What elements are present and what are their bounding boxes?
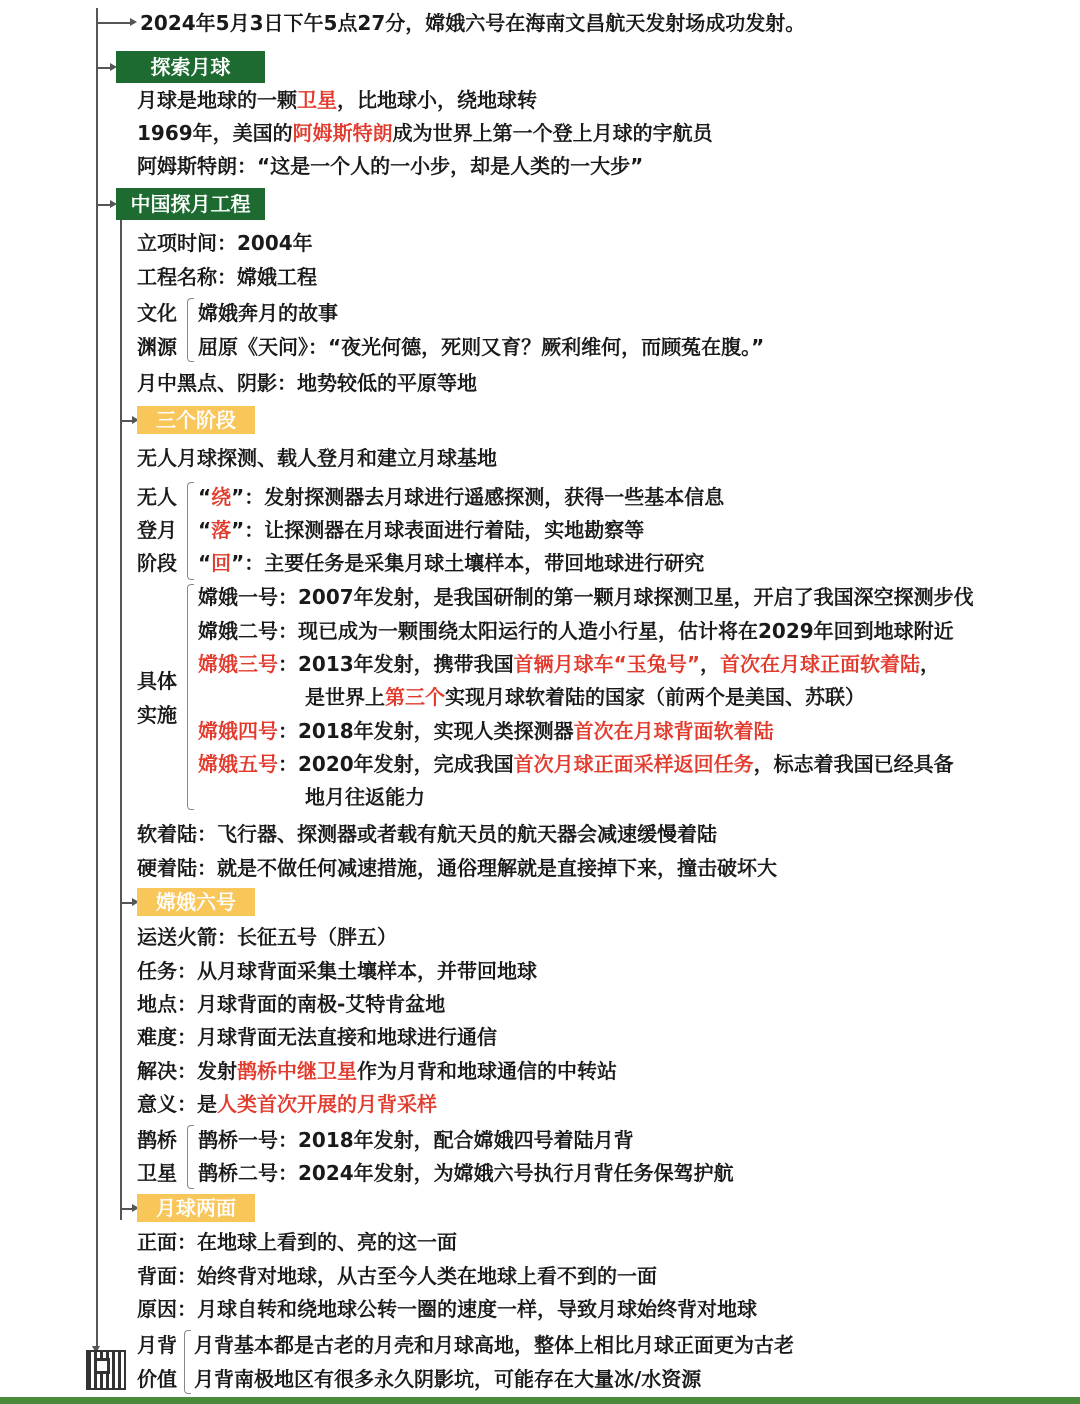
culture-label-1: 文化 (137, 301, 177, 325)
value-1: 月背基本都是古老的月壳和月球高地，整体上相比月球正面更为古老 (194, 1333, 794, 1357)
china-name: 工程名称：嫦娥工程 (137, 265, 317, 289)
dark-spots: 月中黑点、阴影：地势较低的平原等地 (137, 371, 477, 395)
queqiao-brace (187, 1125, 194, 1189)
qr-code-icon (86, 1350, 126, 1390)
stages-connector (120, 420, 132, 422)
china-tree-line (120, 220, 122, 1220)
value-brace (184, 1330, 191, 1394)
top-arrow-icon (130, 18, 137, 26)
launch-info: 2024年5月3日下午5点27分，嫦娥六号在海南文昌航天发射场成功发射。 (140, 11, 806, 35)
explore-line-1: 月球是地球的一颗卫星，比地球小，绕地球转 (137, 88, 537, 112)
impl-label-2: 实施 (137, 703, 177, 727)
sides-connector (120, 1208, 132, 1210)
china-start: 立项时间：2004年 (137, 231, 313, 255)
ce6-connector (120, 902, 132, 904)
ce6-meaning: 意义：是人类首次开展的月背采样 (137, 1092, 437, 1116)
impl-label-1: 具体 (137, 669, 177, 693)
queqiao-label-1: 鹊桥 (137, 1128, 177, 1152)
queqiao-2: 鹊桥二号：2024年发射，为嫦娥六号执行月背任务保驾护航 (198, 1161, 734, 1185)
impl-brace (187, 584, 194, 810)
stages-tag: 三个阶段 (137, 406, 255, 434)
stages-label-1: 无人 (137, 485, 177, 509)
stages-brace (187, 482, 194, 580)
sides-front: 正面：在地球上看到的、亮的这一面 (137, 1230, 457, 1254)
stage-orbit: “绕”：发射探测器去月球进行遥感探测，获得一些基本信息 (198, 485, 725, 509)
ce6-tag: 嫦娥六号 (137, 888, 255, 916)
qr-finder-icon (94, 1358, 110, 1374)
main-tree-line (96, 8, 98, 1353)
value-2: 月背南极地区有很多永久阴影坑，可能存在大量冰/水资源 (194, 1367, 702, 1391)
culture-label-2: 渊源 (137, 335, 177, 359)
top-connector (96, 22, 130, 24)
change-5: 嫦娥五号：2020年发射，完成我国首次月球正面采样返回任务，标志着我国已经具备 (198, 752, 954, 776)
bottom-strip (0, 1397, 1080, 1404)
soft-landing: 软着陆：飞行器、探测器或者载有航天员的航天器会减速缓慢着陆 (137, 822, 717, 846)
explore-line-2: 1969年，美国的阿姆斯特朗成为世界上第一个登上月球的宇航员 (137, 121, 713, 145)
change-1: 嫦娥一号：2007年发射，是我国研制的第一颗月球探测卫星，开启了我国深空探测步伐 (198, 585, 974, 609)
stages-label-3: 阶段 (137, 551, 177, 575)
ce6-rocket: 运送火箭：长征五号（胖五） (137, 925, 397, 949)
value-label-1: 月背 (137, 1333, 177, 1357)
sides-back: 背面：始终背对地球，从古至今人类在地球上看不到的一面 (137, 1264, 657, 1288)
stage-land: “落”：让探测器在月球表面进行着陆，实地勘察等 (198, 518, 645, 542)
culture-1: 嫦娥奔月的故事 (198, 301, 338, 325)
ce6-solution: 解决：发射鹊桥中继卫星作为月背和地球通信的中转站 (137, 1059, 617, 1083)
china-connector (96, 204, 110, 206)
value-label-2: 价值 (137, 1367, 177, 1391)
change-3: 嫦娥三号：2013年发射，携带我国首辆月球车“玉兔号”，首次在月球正面软着陆， (198, 652, 940, 676)
culture-2: 屈原《天问》：“夜光何德，死则又育？厥利维何，而顾菟在腹。” (198, 335, 765, 359)
stages-label-2: 登月 (137, 518, 177, 542)
change-4: 嫦娥四号：2018年发射，实现人类探测器首次在月球背面软着陆 (198, 719, 774, 743)
ce6-difficulty: 难度：月球背面无法直接和地球进行通信 (137, 1025, 497, 1049)
sides-reason: 原因：月球自转和绕地球公转一圈的速度一样，导致月球始终背对地球 (137, 1297, 757, 1321)
china-tag: 中国探月工程 (116, 188, 265, 220)
change-5-cont: 地月往返能力 (305, 785, 425, 809)
ce6-place: 地点：月球背面的南极-艾特肯盆地 (137, 992, 446, 1016)
change-3-cont: 是世界上第三个实现月球软着陆的国家（前两个是美国、苏联） (305, 685, 865, 709)
culture-brace (187, 298, 194, 362)
queqiao-label-2: 卫星 (137, 1161, 177, 1185)
change-2: 嫦娥二号：现已成为一颗围绕太阳运行的人造小行星，估计将在2029年回到地球附近 (198, 619, 954, 643)
queqiao-1: 鹊桥一号：2018年发射，配合嫦娥四号着陆月背 (198, 1128, 634, 1152)
sides-tag: 月球两面 (137, 1194, 255, 1222)
explore-tag: 探索月球 (116, 51, 265, 83)
explore-line-3: 阿姆斯特朗：“这是一个人的一小步，却是人类的一大步” (137, 154, 644, 178)
stages-summary: 无人月球探测、载人登月和建立月球基地 (137, 446, 497, 470)
explore-connector (96, 67, 110, 69)
stage-return: “回”：主要任务是采集月球土壤样本，带回地球进行研究 (198, 551, 705, 575)
ce6-task: 任务：从月球背面采集土壤样本，并带回地球 (137, 959, 537, 983)
hard-landing: 硬着陆：就是不做任何减速措施，通俗理解就是直接掉下来，撞击破坏大 (137, 856, 777, 880)
